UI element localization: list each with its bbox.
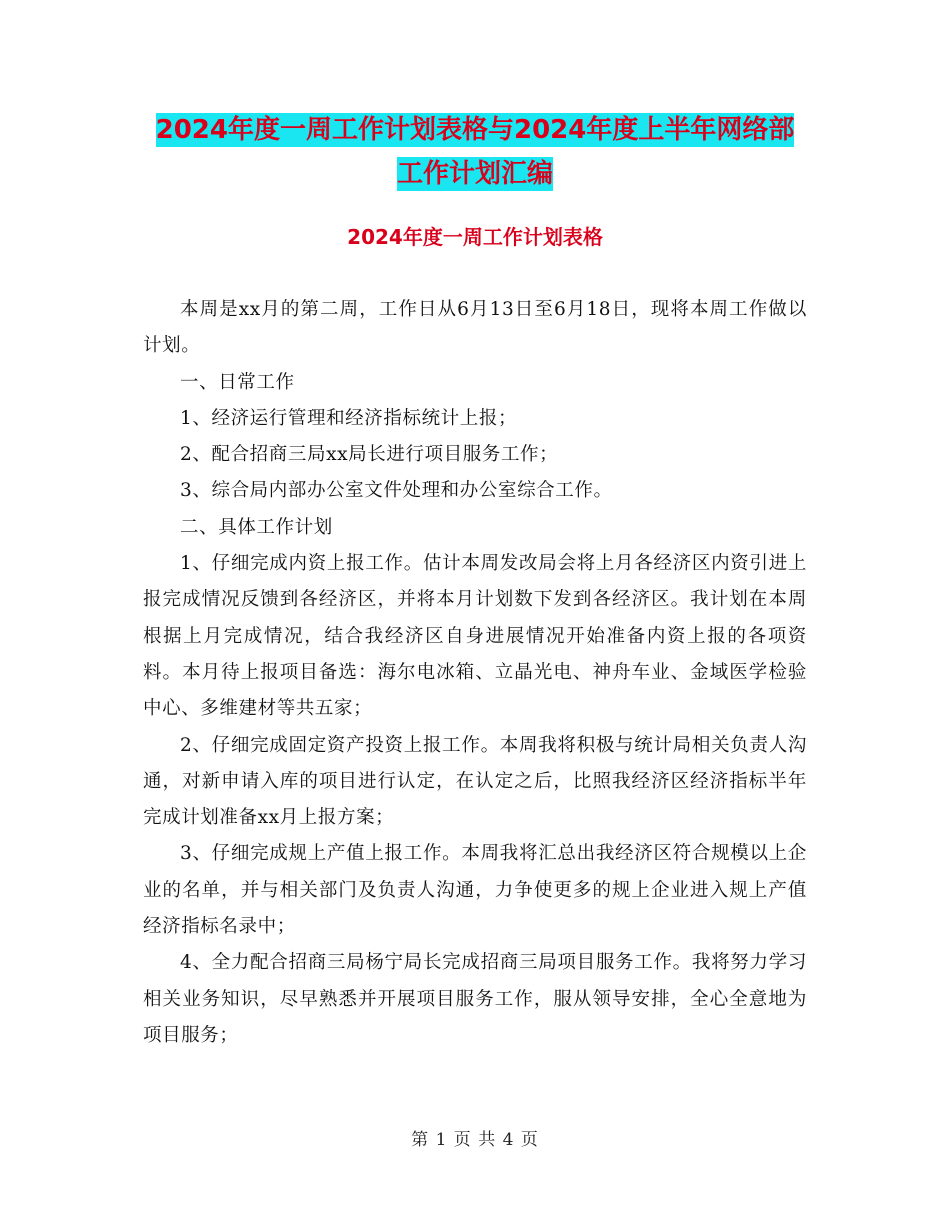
list-item: 1、仔细完成内资上报工作。估计本周发改局会将上月各经济区内资引进上报完成情况反馈到各经济区，并将本月计划数下发到各经济区。我计划在本周根据上月完成情况，结合我经济区自身进展情况开始准备内资上报的各项资料。本月待上报项目备选：海尔电冰箱、立晶光电、神舟车业、金域医学检验中心、多维建材等共五家； — [143, 553, 807, 720]
section-title: 2024年度一周工作计划表格 — [347, 225, 603, 249]
document-body — [143, 292, 807, 1054]
document-title — [0, 108, 950, 196]
document-title-line-1: 2024年度一周工作计划表格与2024年度上半年网络部 — [155, 115, 795, 145]
page-footer: 第 1 页 共 4 页 — [411, 1130, 539, 1150]
list-item: 3、仔细完成规上产值上报工作。本周我将汇总出我经济区符合规模以上企业的名单，并与相关部门及负责人沟通，力争使更多的规上企业进入规上产值经济指标名录中； — [143, 843, 807, 938]
list-item: 1、经济运行管理和经济指标统计上报； — [180, 407, 518, 429]
list-item: 2、配合招商三局xx局长进行项目服务工作； — [180, 444, 559, 466]
list-item: 4、全力配合招商三局杨宁局长完成招商三局项目服务工作。我将努力学习相关业务知识，尽早熟悉并开展项目服务工作，服从领导安排，全心全意地为项目服务； — [143, 952, 807, 1046]
list-item: 3、综合局内部办公室文件处理和办公室综合工作。 — [180, 480, 613, 502]
heading-daily-work: 一、日常工作 — [180, 371, 295, 393]
list-item: 2、仔细完成固定资产投资上报工作。本周我将积极与统计局相关负责人沟通，对新申请入库的项目进行认定，在认定之后，比照我经济区经济指标半年完成计划准备xx月上报方案； — [143, 734, 807, 829]
heading-specific-plan: 二、具体工作计划 — [180, 516, 333, 538]
document-title-line-2: 工作计划汇编 — [396, 159, 553, 189]
paragraph-intro: 本周是xx月的第二周，工作日从6月13日至6月18日，现将本周工作做以计划。 — [143, 299, 807, 357]
